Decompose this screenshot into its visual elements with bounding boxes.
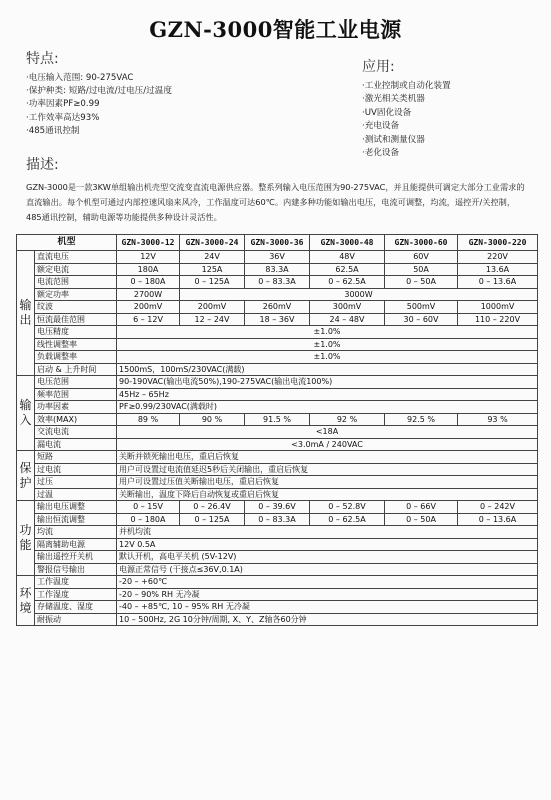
row-label: 过温	[35, 488, 117, 501]
cell: 用户可设置过电流值延迟5秒后关闭输出，重启后恢复	[117, 463, 538, 476]
table-row	[17, 413, 538, 426]
cell: 0 – 13.6A	[458, 513, 538, 526]
application-item: ·充电设备	[362, 121, 400, 132]
cell: -40 – +85℃, 10 – 95% RH 无冷凝	[117, 601, 538, 614]
cell: 180A	[117, 263, 180, 276]
cell: 500mV	[385, 301, 458, 314]
spec-table	[16, 234, 538, 626]
table-row	[17, 438, 538, 451]
group-output: 输出	[17, 251, 35, 376]
row-label: 工作温度	[35, 576, 117, 589]
cell: 260mV	[245, 301, 310, 314]
cell: 60V	[385, 251, 458, 264]
cell: -20 – 90% RH 无冷凝	[117, 588, 538, 601]
group-protect: 保护	[17, 451, 35, 501]
table-row	[17, 526, 538, 539]
cell: 0 – 125A	[180, 276, 245, 289]
row-label: 电压范围	[35, 376, 117, 389]
model-48: GZN-3000-48	[310, 235, 385, 251]
row-label: 警报信号输出	[35, 563, 117, 576]
cell: 24 – 48V	[310, 313, 385, 326]
row-label: 存储温度、湿度	[35, 601, 117, 614]
cell: 0 – 26.4V	[180, 501, 245, 514]
model-12: GZN-3000-12	[117, 235, 180, 251]
cell: 18 – 36V	[245, 313, 310, 326]
model-60: GZN-3000-60	[385, 235, 458, 251]
cell: 90-190VAC(输出电流50%),190-275VAC(输出电流100%)	[117, 376, 538, 389]
cell: 45Hz – 65Hz	[117, 388, 538, 401]
table-row	[17, 488, 538, 501]
table-row	[17, 576, 538, 589]
cell: 0 – 13.6A	[458, 276, 538, 289]
row-label: 隔离辅助电源	[35, 538, 117, 551]
cell: 0 – 50A	[385, 276, 458, 289]
table-row	[17, 388, 538, 401]
cell: -20 – +60℃	[117, 576, 538, 589]
row-label: 启动 & 上升时间	[35, 363, 117, 376]
table-row	[17, 501, 538, 514]
cell: 0 – 15V	[117, 501, 180, 514]
feature-item: ·功率因素PF≥0.99	[26, 99, 100, 110]
cell: 0 – 66V	[385, 501, 458, 514]
table-row	[17, 313, 538, 326]
table-row	[17, 326, 538, 339]
cell: <18A	[117, 426, 538, 439]
cell: 6 – 12V	[117, 313, 180, 326]
feature-item: ·保护种类: 短路/过电流/过电压/过温度	[26, 86, 172, 97]
row-label: 额定电流	[35, 263, 117, 276]
feature-item: ·485通讯控制	[26, 125, 80, 136]
application-item: ·工业控制或自动化装置	[362, 81, 451, 91]
group-function: 功能	[17, 501, 35, 576]
table-row	[17, 351, 538, 364]
cell: 2700W	[117, 288, 180, 301]
cell: 50A	[385, 263, 458, 276]
table-row	[17, 376, 538, 389]
cell: 1500mS，100mS/230VAC(满载)	[117, 363, 538, 376]
features-heading: 特点:	[26, 51, 59, 67]
cell: 0 – 62.5A	[310, 513, 385, 526]
model-36: GZN-3000-36	[245, 235, 310, 251]
row-label: 均流	[35, 526, 117, 539]
cell: 89 %	[117, 413, 180, 426]
cell: 0 – 62.5A	[310, 276, 385, 289]
row-label: 效率(MAX)	[35, 413, 117, 426]
row-label: 恒流最佳范围	[35, 313, 117, 326]
row-label: 功率因素	[35, 401, 117, 414]
cell: ±1.0%	[117, 338, 538, 351]
cell: 62.5A	[310, 263, 385, 276]
cell: 0 – 242V	[458, 501, 538, 514]
cell: ±1.0%	[117, 326, 538, 339]
table-row	[17, 601, 538, 614]
cell: 0 – 180A	[117, 513, 180, 526]
table-row	[17, 551, 538, 564]
cell: 默认开机，高电平关机 (5V-12V)	[117, 551, 538, 564]
cell: 电源正常信号 (干接点≤36V,0.1A)	[117, 563, 538, 576]
table-row	[17, 401, 538, 414]
row-label: 输出遥控开关机	[35, 551, 117, 564]
table-row	[17, 538, 538, 551]
cell: 90 %	[180, 413, 245, 426]
row-label: 额定功率	[35, 288, 117, 301]
cell: ±1.0%	[117, 351, 538, 364]
table-row	[17, 363, 538, 376]
cell: 0 – 52.8V	[310, 501, 385, 514]
model-24: GZN-3000-24	[180, 235, 245, 251]
cell: 并机均流	[117, 526, 538, 539]
description-heading: 描述:	[26, 157, 59, 173]
cell: 30 – 60V	[385, 313, 458, 326]
cell: 0 – 83.3A	[245, 276, 310, 289]
cell: <3.0mA / 240VAC	[117, 438, 538, 451]
table-row	[17, 588, 538, 601]
cell: 10 – 500Hz, 2G 10分钟/周期, X、Y、Z轴各60分钟	[117, 613, 538, 626]
row-label: 输出恒流调整	[35, 513, 117, 526]
application-item: ·老化设备	[362, 148, 400, 159]
cell: 200mV	[117, 301, 180, 314]
application-item: ·激光相关类机器	[362, 94, 425, 105]
cell: 关断并锁死输出电压，重启后恢复	[117, 451, 538, 464]
group-environment: 环境	[17, 576, 35, 626]
row-label: 电流范围	[35, 276, 117, 289]
model-220: GZN-3000-220	[458, 235, 538, 251]
cell: 93 %	[458, 413, 538, 426]
table-header-row	[17, 235, 538, 251]
cell: 13.6A	[458, 263, 538, 276]
model-header: 机型	[17, 235, 117, 251]
row-label: 负载调整率	[35, 351, 117, 364]
cell: PF≥0.99/230VAC(满载时)	[117, 401, 538, 414]
cell: 用户可设置过压值关断输出电压，重启后恢复	[117, 476, 538, 489]
table-row	[17, 301, 538, 314]
table-row	[17, 451, 538, 464]
table-row	[17, 338, 538, 351]
cell: 220V	[458, 251, 538, 264]
row-label: 电压精度	[35, 326, 117, 339]
applications-heading: 应用:	[362, 59, 395, 75]
cell: 200mV	[180, 301, 245, 314]
feature-item: ·电压输入范围: 90-275VAC	[26, 73, 134, 83]
table-row	[17, 463, 538, 476]
table-row	[17, 513, 538, 526]
cell: 12V	[117, 251, 180, 264]
row-label: 漏电流	[35, 438, 117, 451]
table-row	[17, 426, 538, 439]
applications-list	[362, 80, 451, 160]
cell: 36V	[245, 251, 310, 264]
cell: 12V 0.5A	[117, 538, 538, 551]
row-label: 直流电压	[35, 251, 117, 264]
cell: 24V	[180, 251, 245, 264]
cell: 0 – 125A	[180, 513, 245, 526]
cell: 0 – 83.3A	[245, 513, 310, 526]
cell: 48V	[310, 251, 385, 264]
cell: 0 – 180A	[117, 276, 180, 289]
table-row	[17, 251, 538, 264]
cell: 关断输出，温度下降后自动恢复或重启后恢复	[117, 488, 538, 501]
cell: 92.5 %	[385, 413, 458, 426]
row-label: 耐振动	[35, 613, 117, 626]
table-row	[17, 613, 538, 626]
cell: 125A	[180, 263, 245, 276]
row-label: 短路	[35, 451, 117, 464]
row-label: 过压	[35, 476, 117, 489]
cell: 3000W	[180, 288, 538, 301]
table-row	[17, 288, 538, 301]
table-row	[17, 276, 538, 289]
application-item: ·测试和测量仪器	[362, 134, 425, 145]
group-input: 输入	[17, 376, 35, 451]
cell: 0 – 50A	[385, 513, 458, 526]
row-label: 线性调整率	[35, 338, 117, 351]
row-label: 纹波	[35, 301, 117, 314]
table-row	[17, 263, 538, 276]
cell: 0 – 39.6V	[245, 501, 310, 514]
cell: 91.5 %	[245, 413, 310, 426]
application-item: ·UV固化设备	[362, 107, 412, 118]
features-list	[26, 72, 172, 138]
row-label: 工作湿度	[35, 588, 117, 601]
cell: 300mV	[310, 301, 385, 314]
row-label: 交流电流	[35, 426, 117, 439]
table-row	[17, 476, 538, 489]
feature-item: ·工作效率高达93%	[26, 112, 100, 123]
row-label: 过电流	[35, 463, 117, 476]
cell: 83.3A	[245, 263, 310, 276]
cell: 92 %	[310, 413, 385, 426]
page-title: GZN-3000智能工业电源	[149, 17, 402, 42]
row-label: 输出电压调整	[35, 501, 117, 514]
cell: 110 – 220V	[458, 313, 538, 326]
cell: 1000mV	[458, 301, 538, 314]
description-text: GZN-3000是一款3KW单组输出机壳型交流变直流电源供应器。整系列输入电压范围为90-275VAC，并且能提供可调定大部分工业需求的直流输出。每个机型可通过内部控速风扇来风冷，工作温度可达60℃。内建多种功能如输出电压，电流可调整，均流，遥控开/关控制，485通讯控制，辅助电源等功能提供多种设计灵活性。	[26, 182, 525, 222]
row-label: 频率范围	[35, 388, 117, 401]
table-row	[17, 563, 538, 576]
cell: 12 – 24V	[180, 313, 245, 326]
